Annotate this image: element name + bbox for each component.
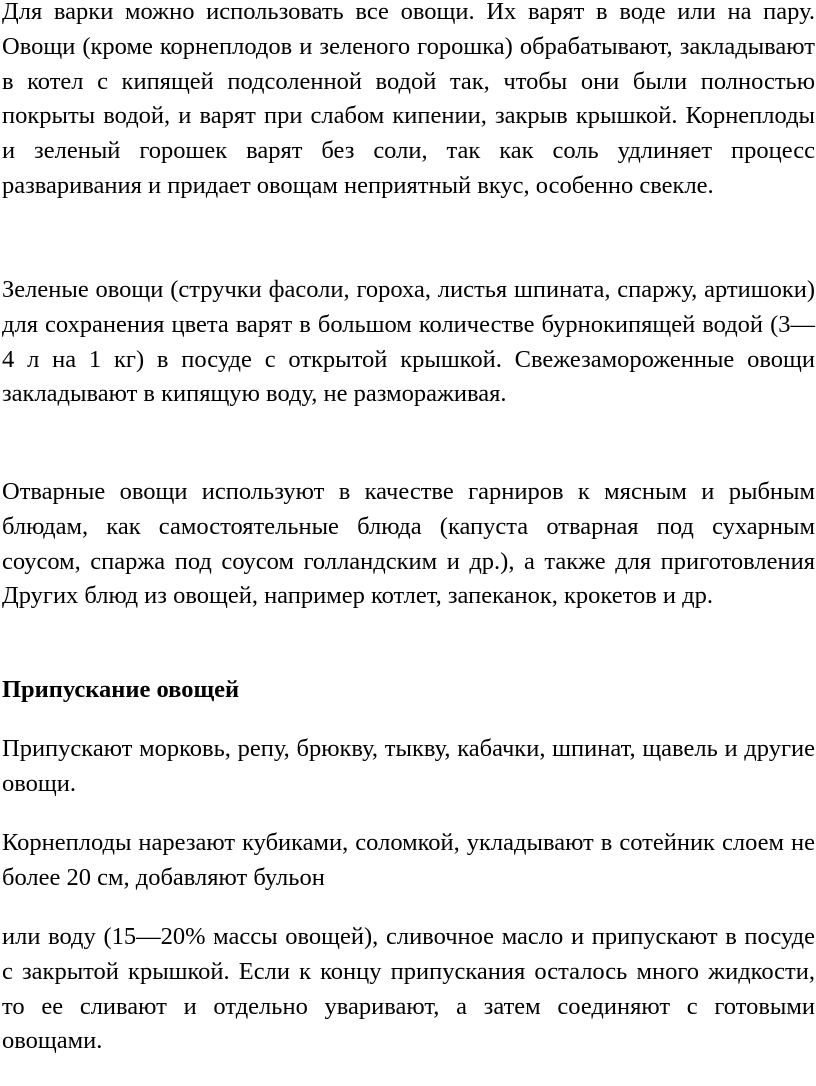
paragraph-boiling-vegetables: Для варки можно использовать все овощи. Их варят в воде или на пару. Овощи (кроме корнеплодов и зеленого горошка) обрабатывают, закладывают в котел с кипящей подсоленной водой так, чтобы они были полностью покрыты водой, и варят при слабом кипении, закрыв крышкой. Корнеплоды и зеленый горошек варят без соли, так как соль удлиняет процесс разваривания и придает овощам неприятный вкус, особенно свекле. <box>2 0 815 199</box>
paragraph-poaching-process: или воду (15—20% массы овощей), сливочное масло и припускают в посуде с закрытой крышкой. Если к концу припускания осталось много жидкости, то ее сливают и отдельно уваривают, а затем соединяют с готовыми овощами. <box>2 923 815 1055</box>
paragraph-boiled-vegetables-usage: Отварные овощи используют в качестве гарниров к мясным и рыбным блюдам, как самостоятельные блюда (капуста отварная под сухарным соусом, спаржа под соусом голландским и др.), а также для приготовления Других блюд из овощей, например котлет, запеканок, крокетов и др. <box>2 478 815 610</box>
paragraph-green-vegetables: Зеленые овощи (стручки фасоли, гороха, листья шпината, спаржу, артишоки) для сохранения цвета варят в большом количестве бурнокипящей водой (3—4 л на 1 кг) в посуде с открытой крышкой. Свежезамороженные овощи закладывают в кипящую воду, не размораживая. <box>2 276 815 408</box>
paragraph-poached-vegetables-list: Припускают морковь, репу, брюкву, тыкву, кабачки, шпинат, щавель и другие овощи. <box>2 735 815 797</box>
section-heading-poaching: Припускание овощей <box>2 676 240 703</box>
paragraph-root-vegetables-cutting: Корнеплоды нарезают кубиками, соломкой, укладывают в сотейник слоем не более 20 см, добавляют бульон <box>2 829 815 891</box>
